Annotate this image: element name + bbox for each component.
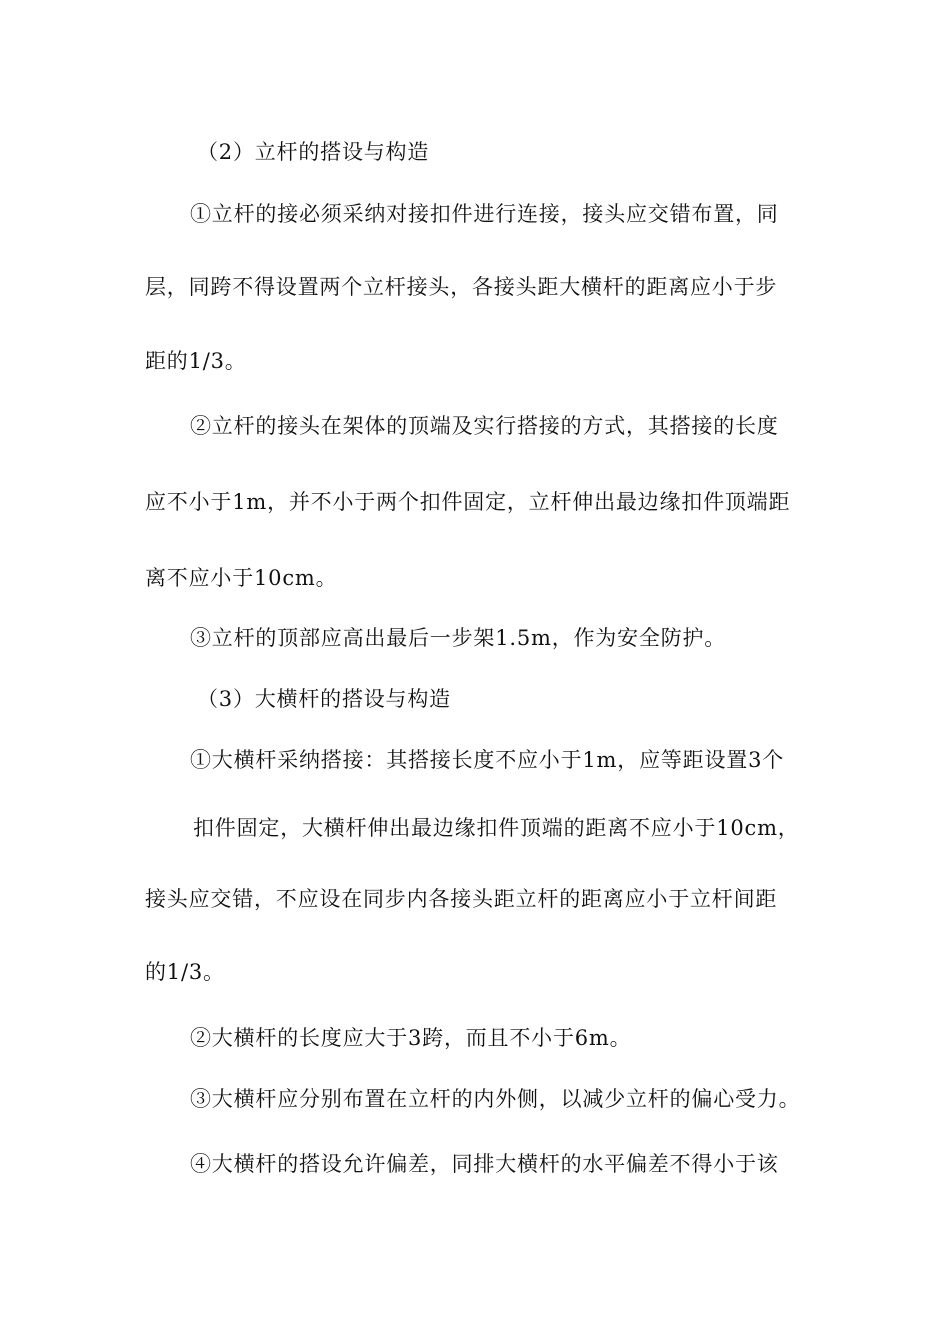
paragraph-line: 接头应交错，不应设在同步内各接头距立杆的距离应小于立杆间距 <box>145 887 778 911</box>
paragraph-line: 应不小于1m，并不小于两个扣件固定，立杆伸出最边缘扣件顶端距 <box>145 490 791 514</box>
paragraph-line: ①立杆的接必须采纳对接扣件进行连接，接头应交错布置，同 <box>190 202 779 226</box>
paragraph-line: 层，同跨不得设置两个立杆接头，各接头距大横杆的距离应小于步 <box>145 275 778 299</box>
section-heading-vertical-pole: （2）立杆的搭设与构造 <box>197 140 430 164</box>
paragraph-line: ③立杆的顶部应高出最后一步架1.5m，作为安全防护。 <box>190 626 727 650</box>
paragraph-line: 扣件固定，大横杆伸出最边缘扣件顶端的距离不应小于10cm， <box>193 816 800 840</box>
paragraph-line: ①大横杆采纳搭接：其搭接长度不应小于1m，应等距设置3个 <box>190 748 785 772</box>
paragraph-line: ②大横杆的长度应大于3跨，而且不小于6m。 <box>190 1026 632 1050</box>
paragraph-line: 距的1/3。 <box>145 349 247 373</box>
paragraph-line: ③大横杆应分别布置在立杆的内外侧，以减少立杆的偏心受力。 <box>190 1087 801 1111</box>
paragraph-line: ④大横杆的搭设允许偏差，同排大横杆的水平偏差不得小于该 <box>190 1152 779 1176</box>
paragraph-line: 的1/3。 <box>145 960 225 984</box>
paragraph-line: ②立杆的接头在架体的顶端及实行搭接的方式，其搭接的长度 <box>190 414 779 438</box>
section-heading-ledger: （3）大横杆的搭设与构造 <box>197 687 451 711</box>
paragraph-line: 离不应小于10cm。 <box>145 566 338 590</box>
